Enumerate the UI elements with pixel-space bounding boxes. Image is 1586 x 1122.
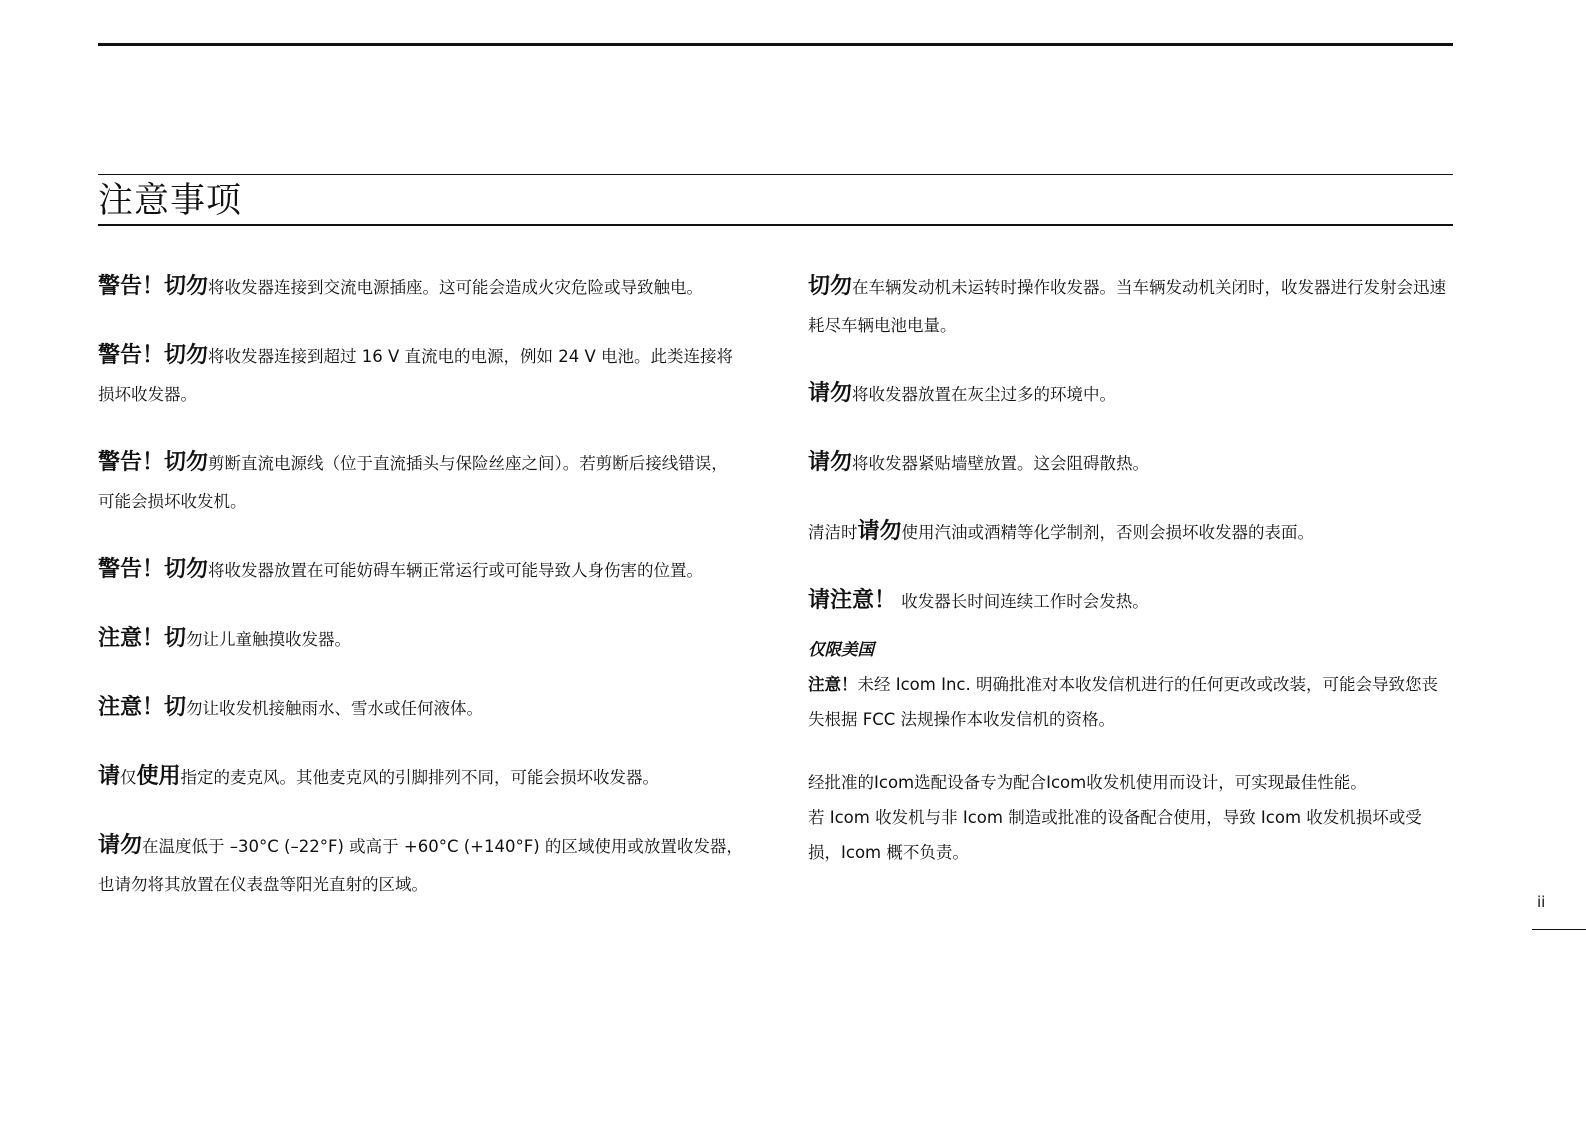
precaution-pre: 清洁时 [808,523,858,542]
right-column [808,268,1453,870]
liability-note: 若 Icom 收发机与非 Icom 制造或批准的设备配合使用，导致 Icom 收发机损坏或受损，Icom 概不负责。 [808,808,1422,862]
approved-accessories-note: 经批准的Icom选配设备专为配合Icom收发机使用而设计，可实现最佳性能。 [808,773,1367,792]
precaution-item [808,375,1453,414]
precaution-item [808,513,1453,552]
usa-only-heading: 仅限美国 [808,640,874,659]
precaution-lead: 请勿 [857,519,902,544]
precaution-text: 在车辆发动机未运转时操作收发器。当车辆发动机关闭时，收发器进行发射会迅速耗尽车辆电池电量。 [808,278,1447,335]
precaution-text: 勿让儿童触摸收发器。 [186,630,352,649]
precaution-mid: 仅 [120,768,137,787]
precaution-item [98,268,743,307]
precaution-item [98,620,743,659]
page-number: ii [1537,893,1546,911]
left-column [98,268,743,904]
precaution-item [808,582,1453,621]
precaution-lead: 警告！切勿 [98,343,209,368]
spacer [808,737,1453,765]
precaution-item [98,337,743,414]
page-title: 注意事项 [98,181,243,221]
precaution-lead: 请勿 [808,381,853,406]
title-top-rule [98,174,1453,175]
fcc-caution-text: 未经 Icom Inc. 明确批准对本收发信机进行的任何更改或改装，可能会导致您丧失根据 FCC 法规操作本收发信机的资格。 [808,675,1438,729]
top-rule [98,43,1453,46]
precaution-text: 将收发器连接到超过 16 V 直流电的电源，例如 24 V 电池。此类连接将损坏收发器。 [98,347,734,404]
precaution-item [808,268,1453,345]
title-bottom-rule [98,224,1453,226]
precaution-text: 指定的麦克风。其他麦克风的引脚排列不同，可能会损坏收发器。 [180,768,660,787]
precaution-text: 在温度低于 –30°C (–22°F) 或高于 +60°C (+140°F) 的区域使用或放置收发器，也请勿将其放置在仪表盘等阳光直射的区域。 [98,837,743,894]
fcc-caution-lead: 注意！ [808,675,858,694]
precaution-text: 将收发器放置在灰尘过多的环境中。 [852,385,1117,404]
precaution-item [98,551,743,590]
precaution-lead: 请勿 [808,450,853,475]
precaution-lead: 使用 [136,764,181,789]
precaution-text: 使用汽油或酒精等化学制剂，否则会损坏收发器的表面。 [901,523,1315,542]
precaution-text: 将收发器紧贴墙壁放置。这会阻碍散热。 [852,454,1150,473]
precaution-lead: 警告！切勿 [98,557,209,582]
precaution-item [98,689,743,728]
precaution-item [98,758,743,797]
precaution-text: 勿让收发机接触雨水、雪水或任何液体。 [186,699,484,718]
precaution-lead: 注意！切 [98,695,187,720]
precaution-lead: 切勿 [808,274,853,299]
precaution-item [808,444,1453,483]
precaution-lead: 请 [98,764,121,789]
precaution-text: 剪断直流电源线（位于直流插头与保险丝座之间）。若剪断后接线错误，可能会损坏收发机。 [98,454,728,511]
precaution-text: 将收发器放置在可能妨碍车辆正常运行或可能导致人身伤害的位置。 [208,561,704,580]
precaution-item [98,444,743,521]
page-number-rule [1532,929,1586,930]
precaution-text: 将收发器连接到交流电源插座。这可能会造成火灾危险或导致触电。 [208,278,704,297]
precaution-lead: 警告！切勿 [98,274,209,299]
fcc-caution [808,667,1453,737]
precaution-lead: 注意！切 [98,626,187,651]
precaution-text: 收发器长时间连续工作时会发热。 [896,592,1149,611]
precaution-item [98,827,743,904]
precaution-lead: 警告！切勿 [98,450,209,475]
precaution-lead: 请勿 [98,833,143,858]
precaution-lead: 请注意！ [808,588,897,613]
